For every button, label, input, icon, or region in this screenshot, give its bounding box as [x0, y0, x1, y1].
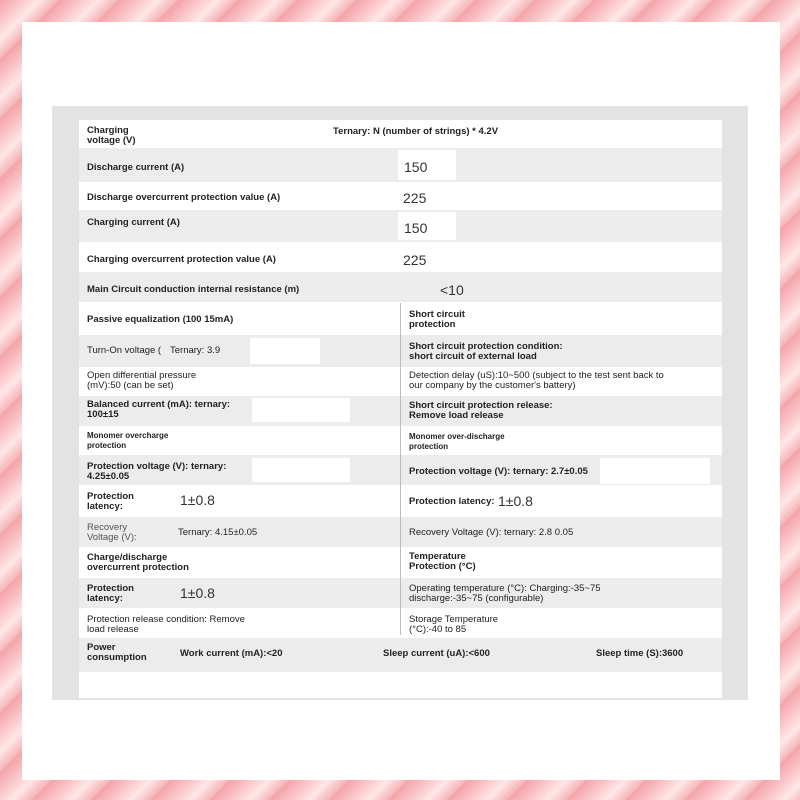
passive-equalization: Passive equalization (100 15mA)	[87, 314, 234, 325]
charging-current-label: Charging current (A)	[87, 217, 180, 228]
overdischarge-latency-value: 1±0.8	[498, 493, 533, 509]
work-current: Work current (mA):<20	[180, 648, 283, 659]
charging-ocp-label: Charging overcurrent protection value (A)	[87, 254, 276, 265]
overcharge-recovery-label: Recovery Voltage (V):	[87, 522, 137, 543]
turn-on-voltage-value: Ternary: 3.9	[170, 345, 221, 356]
charging-voltage-value: Ternary: N (number of strings) * 4.2V	[333, 126, 499, 137]
power-consumption-label: Power consumption	[87, 642, 147, 663]
charging-ocp-value: 225	[403, 252, 427, 268]
value-cell	[250, 338, 320, 364]
monomer-overdischarge-heading: Monomer over-discharge protection	[409, 432, 505, 451]
overcharge-protection-voltage: Protection voltage (V): ternary: 4.25±0.05	[87, 461, 227, 482]
temperature-protection-heading: Temperature Protection (°C)	[409, 551, 476, 572]
discharge-ocp-label: Discharge overcurrent protection value (A)	[87, 192, 281, 203]
value-cell	[252, 398, 350, 422]
overdischarge-recovery: Recovery Voltage (V): ternary: 2.8 0.05	[409, 527, 574, 538]
ocp-release-condition: Protection release condition: Remove load release	[87, 614, 245, 635]
value-cell	[252, 458, 350, 482]
main-resistance-label: Main Circuit conduction internal resistance (m)	[87, 284, 300, 295]
charge-discharge-ocp-heading: Charge/discharge overcurrent protection	[87, 552, 189, 573]
open-differential-pressure: Open differential pressure (mV):50 (can be set)	[87, 370, 197, 391]
detection-delay: Detection delay (uS):10~500 (subject to the test sent back to our company by the customer's battery)	[409, 370, 664, 391]
turn-on-voltage-label: Turn-On voltage (	[87, 345, 162, 356]
column-divider	[400, 303, 401, 635]
overcharge-recovery-value: Ternary: 4.15±0.05	[178, 527, 258, 538]
ocp-latency-value: 1±0.8	[180, 585, 215, 601]
discharge-current-value: 150	[404, 159, 428, 175]
balanced-current: Balanced current (mA): ternary: 100±15	[87, 399, 231, 420]
overcharge-latency-label: Protection latency:	[87, 491, 134, 512]
discharge-ocp-value: 225	[403, 190, 427, 206]
storage-temperature: Storage Temperature (°C):-40 to 85	[409, 614, 499, 635]
short-circuit-heading: Short circuit protection	[409, 309, 465, 330]
overdischarge-protection-voltage: Protection voltage (V): ternary: 2.7±0.05	[409, 466, 588, 477]
short-circuit-condition: Short circuit protection condition: short circuit of external load	[409, 341, 563, 362]
sleep-current: Sleep current (uA):<600	[383, 648, 490, 659]
ocp-latency-label: Protection latency:	[87, 583, 134, 604]
value-cell	[600, 458, 710, 484]
charging-voltage-label: Charging voltage (V)	[87, 125, 136, 146]
overcharge-latency-value: 1±0.8	[180, 492, 215, 508]
main-resistance-value: <10	[440, 282, 464, 298]
charging-current-value: 150	[404, 220, 428, 236]
sleep-time: Sleep time (S):3600	[596, 648, 684, 659]
discharge-current-label: Discharge current (A)	[87, 162, 185, 173]
short-circuit-release: Short circuit protection release: Remove load release	[409, 400, 553, 421]
overdischarge-latency-label: Protection latency:	[409, 496, 495, 507]
operating-temperature: Operating temperature (°C): Charging:-35~75 discharge:-35~75 (configurable)	[409, 583, 601, 604]
monomer-overcharge-heading: Monomer overcharge protection	[87, 431, 169, 450]
